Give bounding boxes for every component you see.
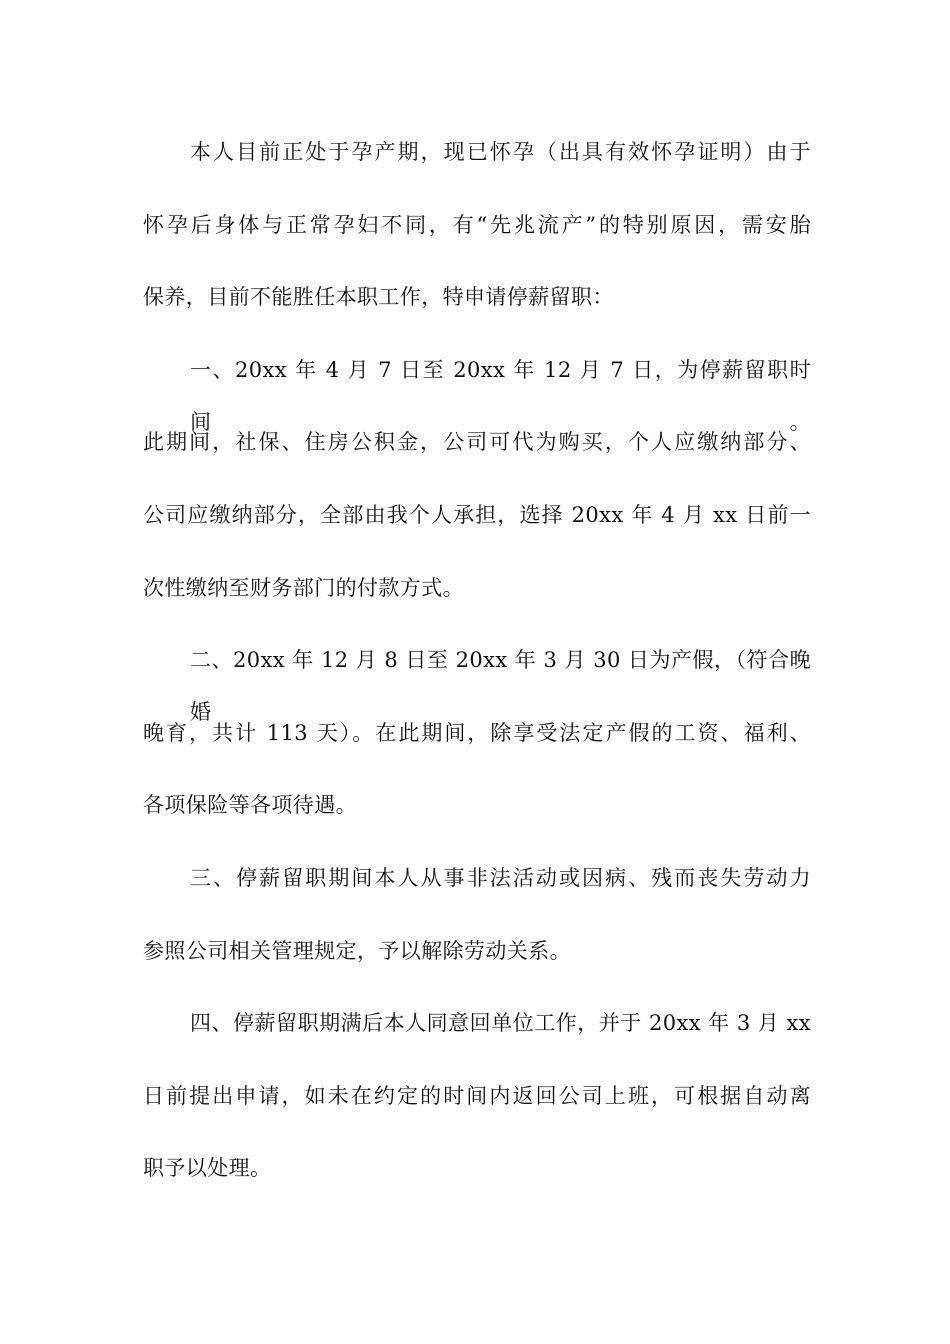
body-line: 三、停薪留职期间本人从事非法活动或因病、残而丧失劳动力 <box>190 865 811 890</box>
body-line: 保养，目前不能胜任本职工作，特申请停薪留职： <box>143 285 614 310</box>
body-line: 各项保险等各项待遇。 <box>143 793 357 818</box>
body-line: 二、20xx 年 12 月 8 日至 20xx 年 3 月 30 日为产假，（符合晚婚 <box>190 648 811 725</box>
body-line: 职予以处理。 <box>143 1156 272 1181</box>
body-line: 次性缴纳至财务部门的付款方式。 <box>143 575 464 600</box>
body-line: 晚育，共计 113 天）。在此期间，除享受法定产假的工资、福利、 <box>143 720 811 745</box>
document-body <box>143 126 811 1215</box>
body-line: 四、停薪留职期满后本人同意回单位工作，并于 20xx 年 3 月 xx <box>190 1011 811 1036</box>
body-line: 日前提出申请，如未在约定的时间内返回公司上班，可根据自动离 <box>143 1083 811 1108</box>
body-line: 此期间，社保、住房公积金，公司可代为购买，个人应缴纳部分、 <box>143 430 811 455</box>
body-line: 参照公司相关管理规定，予以解除劳动关系。 <box>143 938 571 963</box>
body-line: 怀孕后身体与正常孕妇不同，有“先兆流产”的特别原因，需安胎 <box>143 212 811 237</box>
body-line: 一、20xx 年 4 月 7 日至 20xx 年 12 月 7 日，为停薪留职时间。 <box>190 357 811 434</box>
body-line: 本人目前正处于孕产期，现已怀孕（出具有效怀孕证明）由于 <box>190 140 811 164</box>
body-line: 公司应缴纳部分，全部由我个人承担，选择 20xx 年 4 月 xx 日前一 <box>143 502 811 527</box>
